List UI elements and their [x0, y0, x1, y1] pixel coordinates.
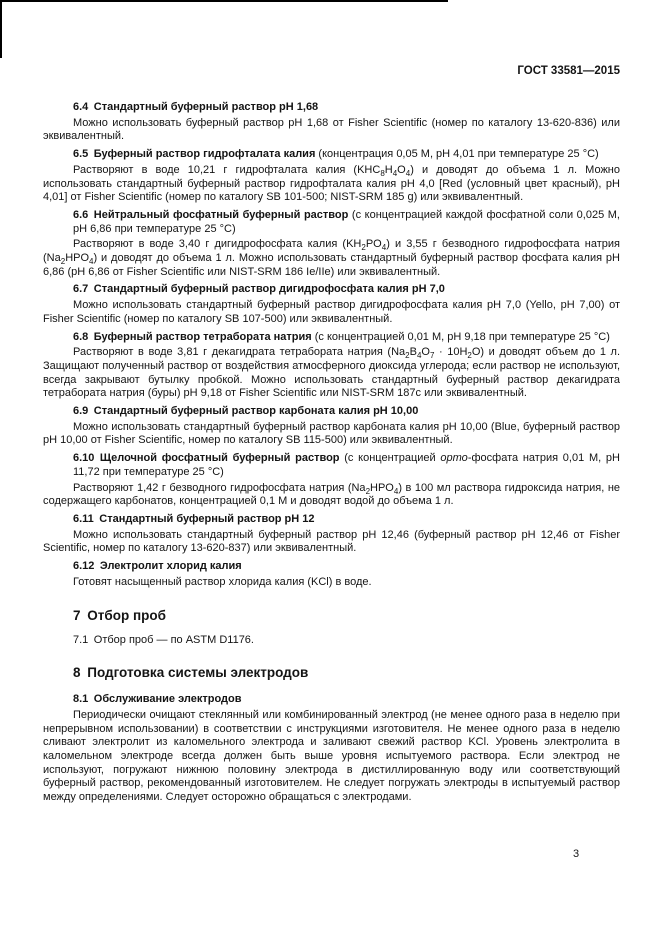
text-segment: (концентрация 0,05 М, pH 4,01 при температуре 25 °C) — [318, 148, 599, 161]
text-segment: 4 — [381, 243, 387, 253]
text-segment: 7 — [429, 351, 435, 361]
text-segment: 2 — [405, 351, 410, 361]
text-segment: 2 — [467, 351, 472, 361]
section-6-12-body: Готовят насыщенный раствор хлорида калия (KCl) в воде. — [73, 575, 372, 588]
text-segment: 4 — [392, 169, 398, 178]
text-segment: (с концентрацией 0,01 М, pH 9,18 при температуре 25 °C) — [314, 330, 610, 343]
section-6-10-heading: 6.10 Щелочной фосфатный буферный раствор (с концентрацией орто-фосфата натрия 0,01 М, pH 11,72 при температуре 25 °C) — [73, 452, 620, 478]
section-6-8-heading: 6.8 Буферный раствор тетрабората натрия (с концентрацией 0,01 М, pH 9,18 при температуре 25 °C) — [73, 330, 610, 343]
section-6-6-body: Растворяют в воде 3,40 г дигидрофосфата калия $(KH_2PO_4)$ и 3,55 г безводного гидрофосфата натрия $(Na_2HPO_4)$ и доводят до объема 1 л. Можно использовать стандартный буферный раствор фосфата калия pH 6,86 (pH 6,86 от Fisher Scientific или NIST-SRM 186 Ie/IIe) или эквивалентный. — [43, 238, 621, 278]
section-6-11-body: Можно использовать стандартный буферный раствор pH 12,46 (буферный раствор pH 12,46 от Fisher Scientific, номер по каталогу 13-620-837) или эквивалентный. — [43, 528, 620, 555]
section-6-9-heading: 6.9 Стандартный буферный раствор карбоната калия pH 10,00 — [73, 405, 419, 418]
scan-artifact-left-edge — [0, 0, 2, 58]
text-segment: 4 — [89, 257, 94, 267]
chapter-8-heading: 8 Подготовка системы электродов — [73, 665, 309, 681]
section-6-7-heading: 6.7 Стандартный буферный раствор дигидрофосфата калия pH 7,0 — [73, 283, 445, 296]
page-number: 3 — [572, 848, 580, 860]
section-6-11-heading: 6.11 Стандартный буферный раствор pH 12 — [73, 512, 315, 525]
text-segment: (с концентрацией — [344, 452, 441, 465]
section-6-12-heading: 6.12 Электролит хлорид калия — [73, 560, 242, 573]
chapter-7-heading: 7 Отбор проб — [73, 607, 166, 623]
text-segment: (с концентрацией каждой фосфатной соли 0,025 М, pH 6,86 при температуре 25 °C) — [73, 208, 620, 235]
section-6-4-heading: 6.4 Стандартный буферный раствор pH 1,68 — [73, 101, 319, 113]
text-segment: 2 — [60, 257, 66, 267]
section-6-5-body: Растворяют в воде 10,21 г гидрофталата калия $(KHC_8H_4O_4)$ и доводят до объема 1 л. Можно использовать стандартный буферный раствор гидрофталата калия pH 4,0 [Red (условный цвет красный), pH 4,01] от Fisher Scientific (номер по каталогу SB 101-500; NIST-SRM 185 g) или эквивалентный. — [43, 163, 620, 204]
section-8-1-body: Периодически очищают стеклянный или комбинированный электрод (не менее одного раза в неделю при непрерывном использовании) в соответствии с инструкциями изготовителя. Не менее одного раза в неделю сливают электролит из каломельного электрода и заливают свежий раствор KCl. Уровень электролита в каломельном электроде всегда должен быть выше уровня испытуемого раствора. Если электрод не используют, погружают нижнюю половину электрода в дистиллированную воду или соответствующий буферный раствор, рекомендованный изготовителем. Не следует погружать электроды в испытуемый раствор между определениями. Следует осторожно обращаться с электродами. — [43, 708, 620, 804]
text-segment: орто — [440, 452, 468, 465]
section-8-1-heading: 8.1 Обслуживание электродов — [73, 693, 242, 706]
text-segment: -фосфата натрия 0,01 М, pH 11,72 при температуре 25 °C) — [73, 452, 620, 478]
standard-designation: ГОСТ 33581—2015 — [517, 65, 620, 77]
document-body — [43, 97, 620, 805]
text-segment: 4 — [416, 351, 422, 361]
text-segment: 4 — [393, 486, 399, 496]
section-6-6-heading: 6.6 Нейтральный фосфатный буферный раствор (с концентрацией каждой фосфатной соли 0,025 М, pH 6,86 при температуре 25 °C) — [73, 208, 620, 235]
section-6-8-body: Растворяют в воде 3,81 г декагидрата тетрабората натрия $(Na_2B_4O_7 \cdot 10H_2O)$ и доводят объем до 1 л. Защищают полученный раствор от воздействия атмосферного диоксида углерода; если раствор не используют, всегда закрывают бутылку пробкой. Можно использовать стандартный буферный раствор декагидрата тетрабората натрия (буры) pH 9,18 от Fisher Scientific или NIST-SRM 187c или эквивалентный. — [43, 346, 621, 400]
section-6-7-body: Можно использовать стандартный буферный раствор дигидрофосфата калия pH 7,0 (Yello, pH 7,00) от Fisher Scientific (номер по каталогу SB 107-500) или эквивалентный. — [43, 299, 620, 325]
section-6-4-body: Можно использовать буферный раствор pH 1,68 от Fisher Scientific (номер по каталогу 13-620-836) или эквивалентный. — [43, 116, 620, 143]
text-segment: 2 — [365, 486, 371, 496]
text-segment: 8 — [380, 169, 385, 178]
scan-artifact-top-edge — [0, 0, 448, 2]
section-6-10-body: Растворяют 1,42 г безводного гидрофосфата натрия $(Na_2HPO_4)$ в 100 мл раствора гидроксида натрия, не содержащего карбонатов, концентрацией 0,1 М и доводят водой до объема 1 л. — [43, 481, 621, 508]
section-6-9-body: Можно использовать стандартный буферный раствор карбоната калия pH 10,00 (Blue, буферный раствор pH 10,00 от Fisher Scientific, номер по каталогу SB 115-500) или эквивалентный. — [43, 420, 620, 447]
text-segment: 4 — [405, 169, 411, 178]
clause-7-1-body: 7.1 Отбор проб — по ASTM D1176. — [73, 633, 254, 646]
section-6-5-heading: 6.5 Буферный раствор гидрофталата калия (концентрация 0,05 М, pH 4,01 при температуре 25 °C) — [73, 148, 599, 161]
document-header — [43, 65, 620, 77]
text-segment: 2 — [361, 243, 366, 253]
